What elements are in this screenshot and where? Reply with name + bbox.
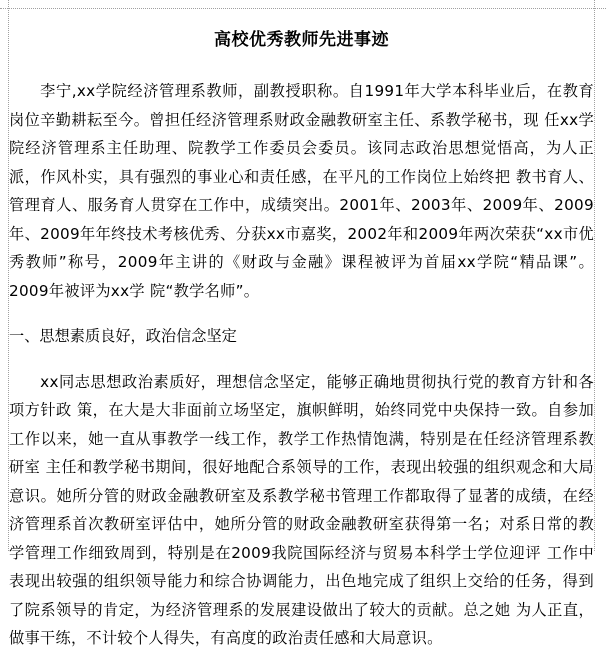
document-page[interactable]	[9, 9, 594, 653]
paragraph-section-1: xx同志思想政治素质好，理想信念坚定，能够正确地贯彻执行党的教育方针和各项方针政 策，在大是大非面前立场坚定，旗帜鲜明，始终同党中央保持一致。自参加工作以来，她一直从事教学一线工作，教学工作热情饱满，特别是在任经济管理系教研室 主任和教学秘书期间，很好地配合系领导的工作，表现出较强的组织观念和大局意识。她所分管的财政金融教研室及系教学秘书管理工作都取得了显著的成绩，在经 济管理系首次教研室评估中，她所分管的财政金融教研室获得第一名；对系日常的教学管理工作细致周到，特别是在2009我院国际经济与贸易本科学士学位迎评 工作中表现出较强的组织领导能力和综合协调能力，出色地完成了组织上交给的任务，得到了院系领导的肯定，为经济管理系的发展建设做出了较大的贡献。总之她 为人正直，做事干练，不计较个人得失，有高度的政治责任感和大局意识。	[9, 372, 594, 647]
section-heading-1: 一、思想素质良好，政治信念坚定	[9, 327, 237, 345]
right-margin-guide	[594, 0, 595, 551]
document-title: 高校优秀教师先进事迹	[214, 30, 389, 50]
paragraph-intro: 李宁,xx学院经济管理系教师，副教授职称。自1991年大学本科毕业后，在教育岗位辛勤耕耘至今。曾担任经济管理系财政金融教研室主任、系教学秘书，现 任xx学院经济管理系主任助理、院教学工作委员会委员。该同志政治思想觉悟高，为人正派，作风朴实，具有强烈的事业心和责任感，在平凡的工作岗位上始终把 教书育人、管理育人、服务育人贯穿在工作中，成绩突出。2001年、2003年、2009年、2009年、2009年年终技术考核优秀、分获xx市嘉奖，2002年和2009年两次荣获“xx市优秀教师”称号，2009年主讲的《财政与金融》课程被评为首届xx学院“精品课”。2009年被评为xx学 院“教学名师”。	[9, 82, 594, 300]
